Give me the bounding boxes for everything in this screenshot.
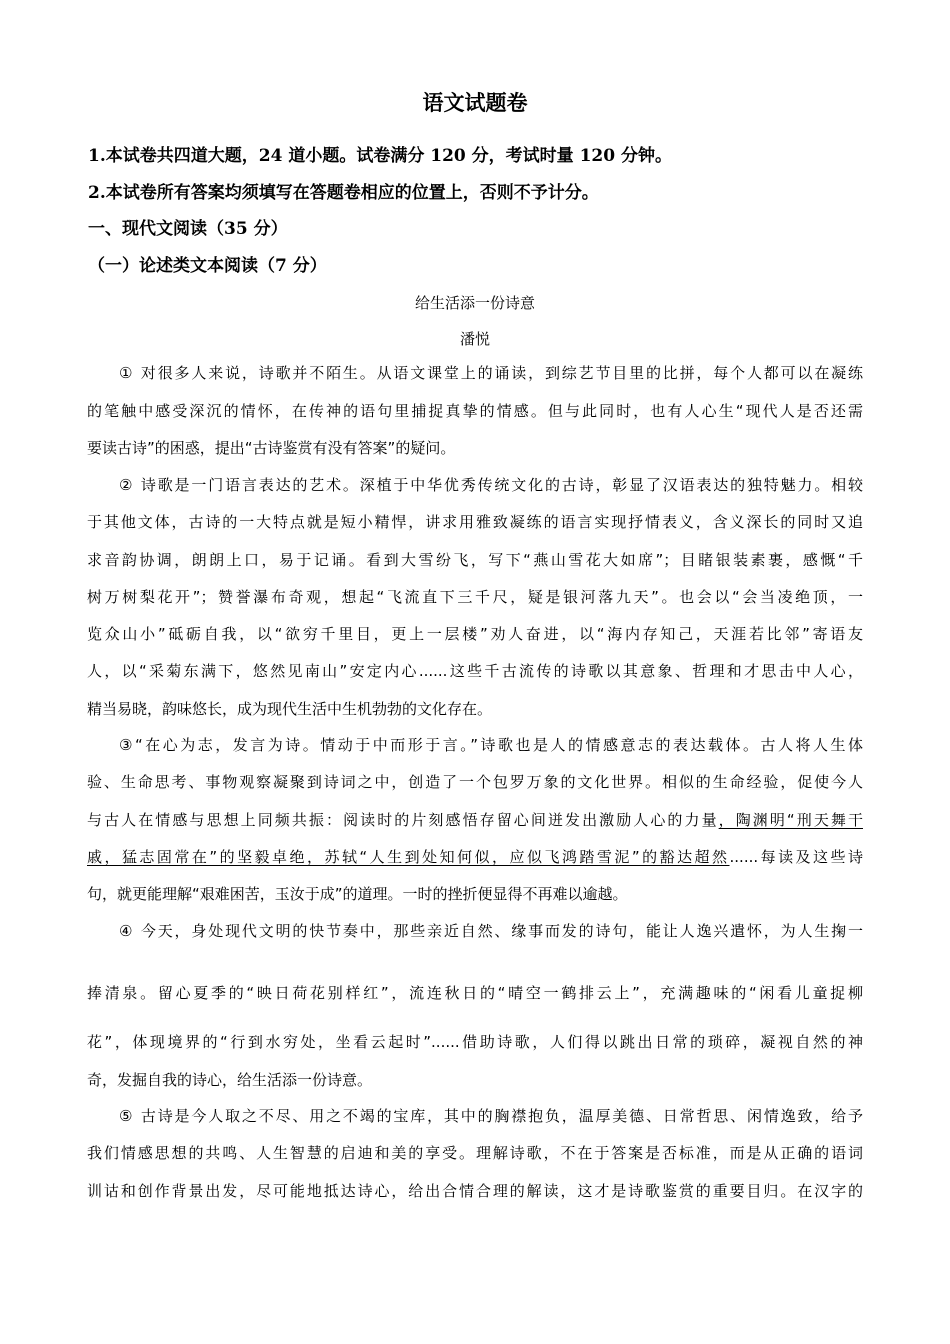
paragraph-4-line-4: 奇，发掘自我的诗心，给生活添一份诗意。 xyxy=(87,1071,373,1089)
paragraph-3-line-3-text: 与古人在情感与思想上同频共振：阅读时的片刻感悟存留心间迸发出激励人心的力量 xyxy=(87,811,719,829)
paragraph-5-line-1: ⑤ 古诗是今人取之不尽、用之不竭的宝库，其中的胸襟抱负，温厚美德、日常哲思、闲情逸致，给予 xyxy=(119,1107,863,1125)
article-title: 给生活添一份诗意 xyxy=(414,294,535,312)
underlined-passage: 戚，猛志固常在”的坚毅卓绝，苏轼“人生到处知何似，应似飞鸿踏雪泥”的豁达超然 xyxy=(87,848,730,866)
section-heading-part1: 一、现代文阅读（35 分） xyxy=(88,219,288,239)
paragraph-3-line-5: 句，就更能理解“艰难困苦，玉汝于成”的道理。一时的挫折便显得不再难以逾越。 xyxy=(87,885,628,903)
section-heading-part1-1: （一）论述类文本阅读（7 分） xyxy=(88,256,327,276)
paragraph-4-line-2: 捧清泉。留心夏季的“映日荷花别样红”，流连秋日的“晴空一鹤排云上”，充满趣味的“闲看儿童捉柳 xyxy=(87,984,863,1002)
paragraph-5-line-2: 我们情感思想的共鸣、人生智慧的启迪和美的享受。理解诗歌，不在于答案是否标准，而是从正确的语词 xyxy=(87,1144,863,1162)
paragraph-4-line-3: 花”，体现境界的“行到水穷处，坐看云起时”......借助诗歌，人们得以跳出日常的琐碎，凝视自然的神 xyxy=(87,1033,863,1051)
paragraph-1-line-1: ① 对很多人来说，诗歌并不陌生。从语文课堂上的诵读，到综艺节目里的比拼，每个人都可以在凝练 xyxy=(119,364,863,382)
exam-title: 语文试题卷 xyxy=(422,90,528,115)
paragraph-5-line-3: 训诂和创作背景出发，尽可能地抵达诗心，给出合情合理的解读，这才是诗歌鉴赏的重要目归。在汉字的 xyxy=(87,1182,863,1200)
paragraph-4-line-1: ④ 今天，身处现代文明的快节奏中，那些亲近自然、缘事而发的诗句，能让人逸兴遣怀，为人生掬一 xyxy=(119,922,863,940)
paragraph-2-line-7: 精当易晓，韵味悠长，成为现代生活中生机勃勃的文化存在。 xyxy=(87,700,493,718)
paragraph-2-line-5: 览众山小”砥砺自我，以“欲穷千里目，更上一层楼”劝人奋进，以“海内存知己，天涯若比邻”寄语友 xyxy=(87,625,863,643)
exam-note-2: 2.本试卷所有答案均须填写在答题卷相应的位置上，否则不予计分。 xyxy=(88,183,599,203)
paragraph-2-line-4: 树万树梨花开”；赞誉瀑布奇观，想起“飞流直下三千尺，疑是银河落九天”。也会以“会当凌绝顶，一 xyxy=(87,588,863,606)
exam-note-1: 1.本试卷共四道大题，24 道小题。试卷满分 120 分，考试时量 120 分钟。 xyxy=(88,146,672,166)
paragraph-3-line-4-text: ......每读及这些诗 xyxy=(729,848,863,866)
paragraph-1-line-2: 的笔触中感受深沉的情怀，在传神的语句里捕捉真挚的情感。但与此同时，也有人心生“现代人是否还需 xyxy=(87,402,863,420)
paragraph-2-line-2: 于其他文体，古诗的一大特点就是短小精悍，讲求用雅致凝练的语言实现抒情表义，含义深长的同时又追 xyxy=(87,513,863,531)
paragraph-3-line-1: ③“在心为志，发言为诗。情动于中而形于言。”诗歌也是人的情感意志的表达载体。古人将人生体 xyxy=(119,736,863,754)
paragraph-2-line-1: ② 诗歌是一门语言表达的艺术。深植于中华优秀传统文化的古诗，彰显了汉语表达的独特魅力。相较 xyxy=(119,476,863,494)
paragraph-1-line-3: 要读古诗”的困惑，提出“古诗鉴赏有没有答案”的疑问。 xyxy=(87,439,456,457)
paragraph-2-line-3: 求音韵协调，朗朗上口，易于记诵。看到大雪纷飞，写下“燕山雪花大如席”；目睹银装素裹，感慨“千 xyxy=(87,551,863,569)
paragraph-3-line-4 xyxy=(87,844,863,870)
article-author: 潘悦 xyxy=(459,330,490,348)
paragraph-2-line-6: 人，以“采菊东满下，悠然见南山”安定内心......这些千古流传的诗歌以其意象、哲理和才思击中人心， xyxy=(87,662,863,680)
paragraph-3-line-3 xyxy=(87,807,863,833)
underlined-passage: ，陶渊明“刑天舞干 xyxy=(718,811,863,829)
paragraph-3-line-2: 验、生命思考、事物观察凝聚到诗词之中，创造了一个包罗万象的文化世界。相似的生命经验，促使今人 xyxy=(87,773,863,791)
